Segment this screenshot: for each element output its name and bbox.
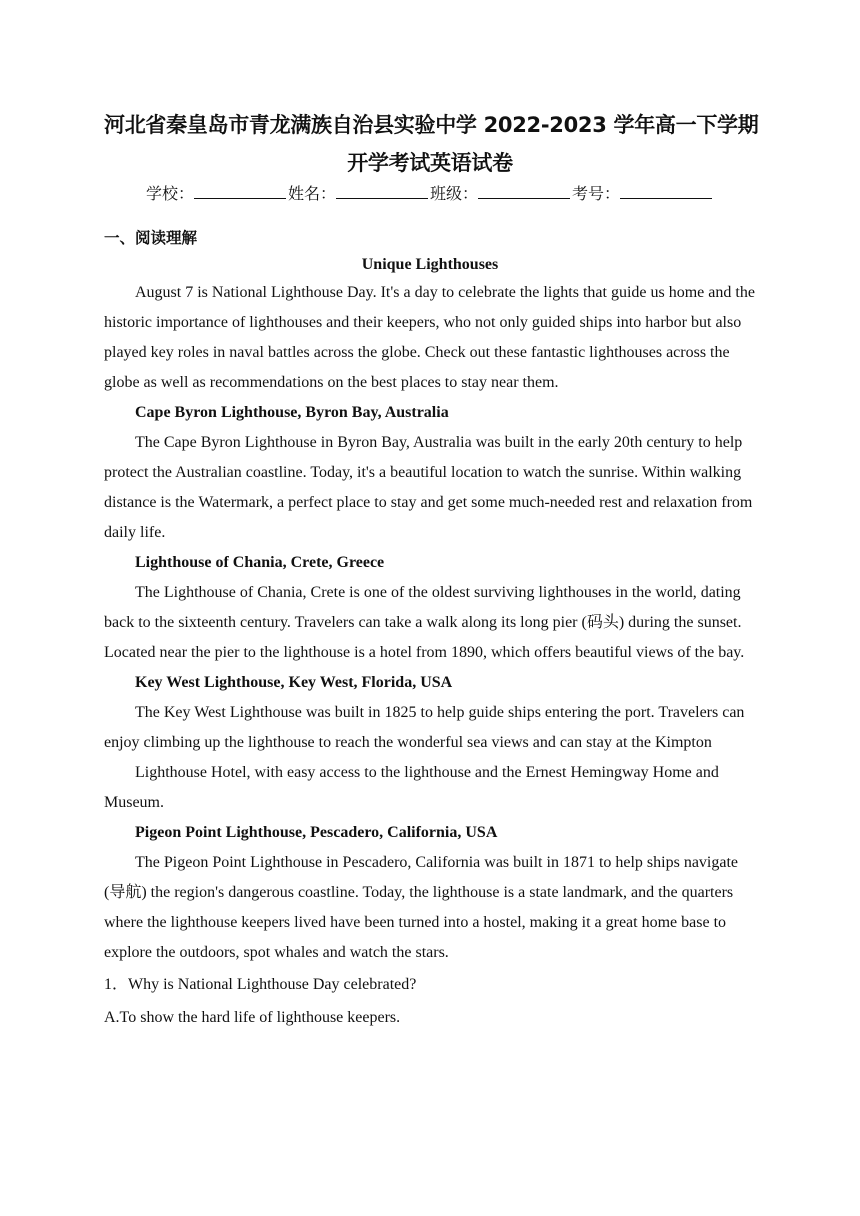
student-info-row	[104, 182, 756, 206]
class-field	[430, 182, 572, 206]
section-heading: 一、阅读理解	[104, 229, 198, 247]
lighthouse-body-key-west: The Key West Lighthouse was built in 1825 to help guide ships entering the port. Travelers can enjoy climbing up the lighthouse to reach the wonderful sea views and can stay at the Kimpton	[104, 704, 745, 751]
exam-title	[104, 106, 759, 182]
exam-number-label: 考号：	[572, 184, 621, 203]
name-blank[interactable]	[336, 184, 428, 199]
exam-page	[104, 106, 759, 1034]
lighthouse-heading-chania: Lighthouse of Chania, Crete, Greece	[135, 554, 385, 571]
exam-number-field	[572, 182, 714, 206]
passage-title: Unique Lighthouses	[361, 256, 499, 273]
school-blank[interactable]	[194, 184, 286, 199]
name-label: 姓名：	[287, 184, 336, 203]
exam-title-line-1: 河北省秦皇岛市青龙满族自治县实验中学 2022-2023 学年高一下学期	[104, 113, 759, 137]
name-field	[288, 182, 430, 206]
school-label: 学校：	[145, 184, 194, 203]
lighthouse-body-pigeon-point: The Pigeon Point Lighthouse in Pescadero, California was built in 1871 to help ships navigate (导航) the region's dangerous coastline. Today, the lighthouse is a state landmark, and the quarters where the lighthouse keepers lived have been turned into a hostel, making it a great home base to explore the outdoors, spot whales and watch the stars.	[104, 854, 739, 961]
lighthouse-body-chania: The Lighthouse of Chania, Crete is one of the oldest surviving lighthouses in the world, dating back to the sixteenth century. Travelers can take a walk along its long pier (码头) during the sunset. Located near the pier to the lighthouse is a hotel from 1890, which offers beautiful views of the bay.	[104, 584, 745, 661]
passage-intro: August 7 is National Lighthouse Day. It's a day to celebrate the lights that guide us home and the historic importance of lighthouses and their keepers, who not only guided ships into harbor but also played key roles in naval battles across the globe. Check out these fantastic lighthouses across the globe as well as recommendations on the best places to stay near them.	[104, 284, 755, 391]
question-1-option-a[interactable]: A.To show the hard life of lighthouse keepers.	[104, 1009, 401, 1026]
school-field	[146, 182, 288, 206]
exam-number-blank[interactable]	[620, 184, 712, 199]
lighthouse-heading-cape-byron: Cape Byron Lighthouse, Byron Bay, Australia	[135, 404, 449, 421]
question-1-stem: 1．Why is National Lighthouse Day celebrated?	[104, 976, 417, 993]
lighthouse-heading-key-west: Key West Lighthouse, Key West, Florida, USA	[135, 674, 453, 691]
class-label: 班级：	[430, 184, 479, 203]
lighthouse-heading-pigeon-point: Pigeon Point Lighthouse, Pescadero, California, USA	[135, 824, 498, 841]
exam-title-line-2: 开学考试英语试卷	[347, 151, 513, 175]
class-blank[interactable]	[478, 184, 570, 199]
lighthouse-body-key-west-continued: Lighthouse Hotel, with easy access to the lighthouse and the Ernest Hemingway Home and Museum.	[104, 764, 719, 811]
lighthouse-body-cape-byron: The Cape Byron Lighthouse in Byron Bay, Australia was built in the early 20th century to help protect the Australian coastline. Today, it's a beautiful location to watch the sunrise. Within walking distance is the Watermark, a perfect place to stay and get some much-needed rest and relaxation from daily life.	[104, 434, 753, 541]
